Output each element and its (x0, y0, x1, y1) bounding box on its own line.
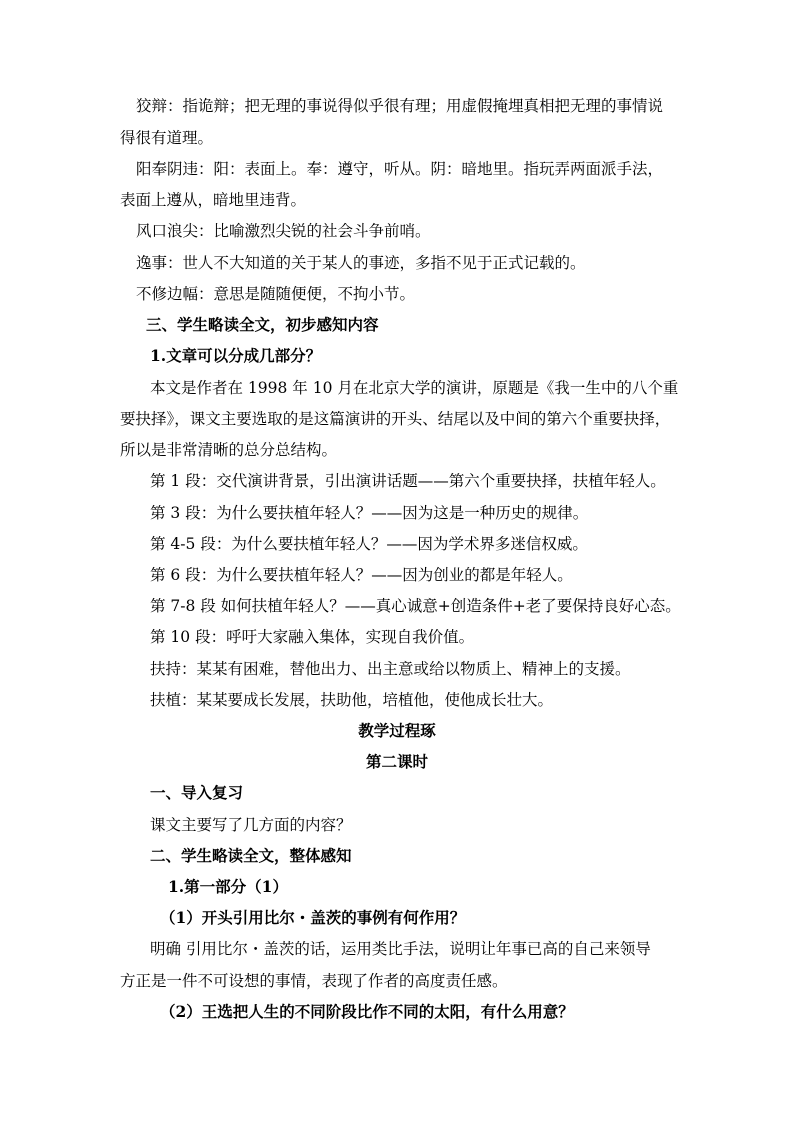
text-line: 不修边幅：意思是随随便便，不拘小节。 (136, 285, 416, 303)
text-line: 要抉择》，课文主要选取的是这篇演讲的开头、结尾以及中间的第六个重要抉择， (120, 410, 671, 428)
text-line: 第 4-5 段：为什么要扶植年轻人？——因为学术界多迷信权威。 (150, 535, 588, 553)
sub-heading: 1.文章可以分成几部分？ (150, 346, 322, 365)
text-line: 课文主要写了几方面的内容？ (150, 816, 352, 834)
text-line: 扶植：某某要成长发展，扶助他，培植他，使他成长壮大。 (150, 691, 554, 709)
text-line: 得很有道理。 (120, 129, 214, 147)
question-heading: （2）王选把人生的不同阶段比作不同的太阳，有什么用意？ (160, 1002, 574, 1021)
text-line: 本文是作者在 1998 年 10 月在北京大学的演讲，原题是《我一生中的八个重 (150, 379, 679, 397)
lesson-title: 第二课时 (365, 752, 428, 771)
sub-heading: 1.第一部分（1） (168, 877, 288, 896)
text-line: 风口浪尖：比喻激烈尖锐的社会斗争前哨。 (136, 222, 431, 240)
text-line: 第 6 段：为什么要扶植年轻人？——因为创业的都是年轻人。 (150, 566, 573, 584)
text-line: 阳奉阴违：阳：表面上。奉：遵守，听从。阴：暗地里。指玩弄两面派手法， (136, 160, 664, 178)
text-line: 逸事：世人不大知道的关于某人的事迹，多指不见于正式记载的。 (136, 254, 586, 272)
section-heading: 一、导入复习 (150, 783, 244, 802)
section-heading: 二、学生略读全文，整体感知 (150, 846, 352, 865)
question-heading: （1）开头引用比尔・盖茨的事例有何作用？ (160, 908, 466, 927)
section-heading: 三、学生略读全文，初步感知内容 (146, 315, 379, 334)
text-line: 第 10 段：呼吁大家融入集体，实现自我价值。 (150, 628, 475, 646)
text-line: 方正是一件不可设想的事情，表现了作者的高度责任感。 (120, 972, 508, 990)
text-line: 第 7-8 段 如何扶植年轻人？——真心诚意+创造条件+老了要保持良好心态。 (150, 597, 681, 615)
text-line: 明确 引用比尔・盖茨的话，运用类比手法，说明让年事已高的自己来领导 (150, 940, 651, 958)
text-line: 扶持：某某有困难，替他出力、出主意或给以物质上、精神上的支援。 (150, 660, 631, 678)
text-line: 表面上遵从，暗地里违背。 (120, 191, 307, 209)
text-line: 所以是非常清晰的总分总结构。 (120, 441, 338, 459)
page-title: 教学过程琢 (358, 721, 436, 740)
text-line: 第 1 段：交代演讲背景，引出演讲话题——第六个重要抉择，扶植年轻人。 (150, 472, 666, 490)
text-line: 第 3 段：为什么要扶植年轻人？——因为这是一种历史的规律。 (150, 504, 589, 522)
text-line: 狡辩：指诡辩；把无理的事说得似乎很有理；用虚假掩埋真相把无理的事情说 (136, 97, 664, 115)
